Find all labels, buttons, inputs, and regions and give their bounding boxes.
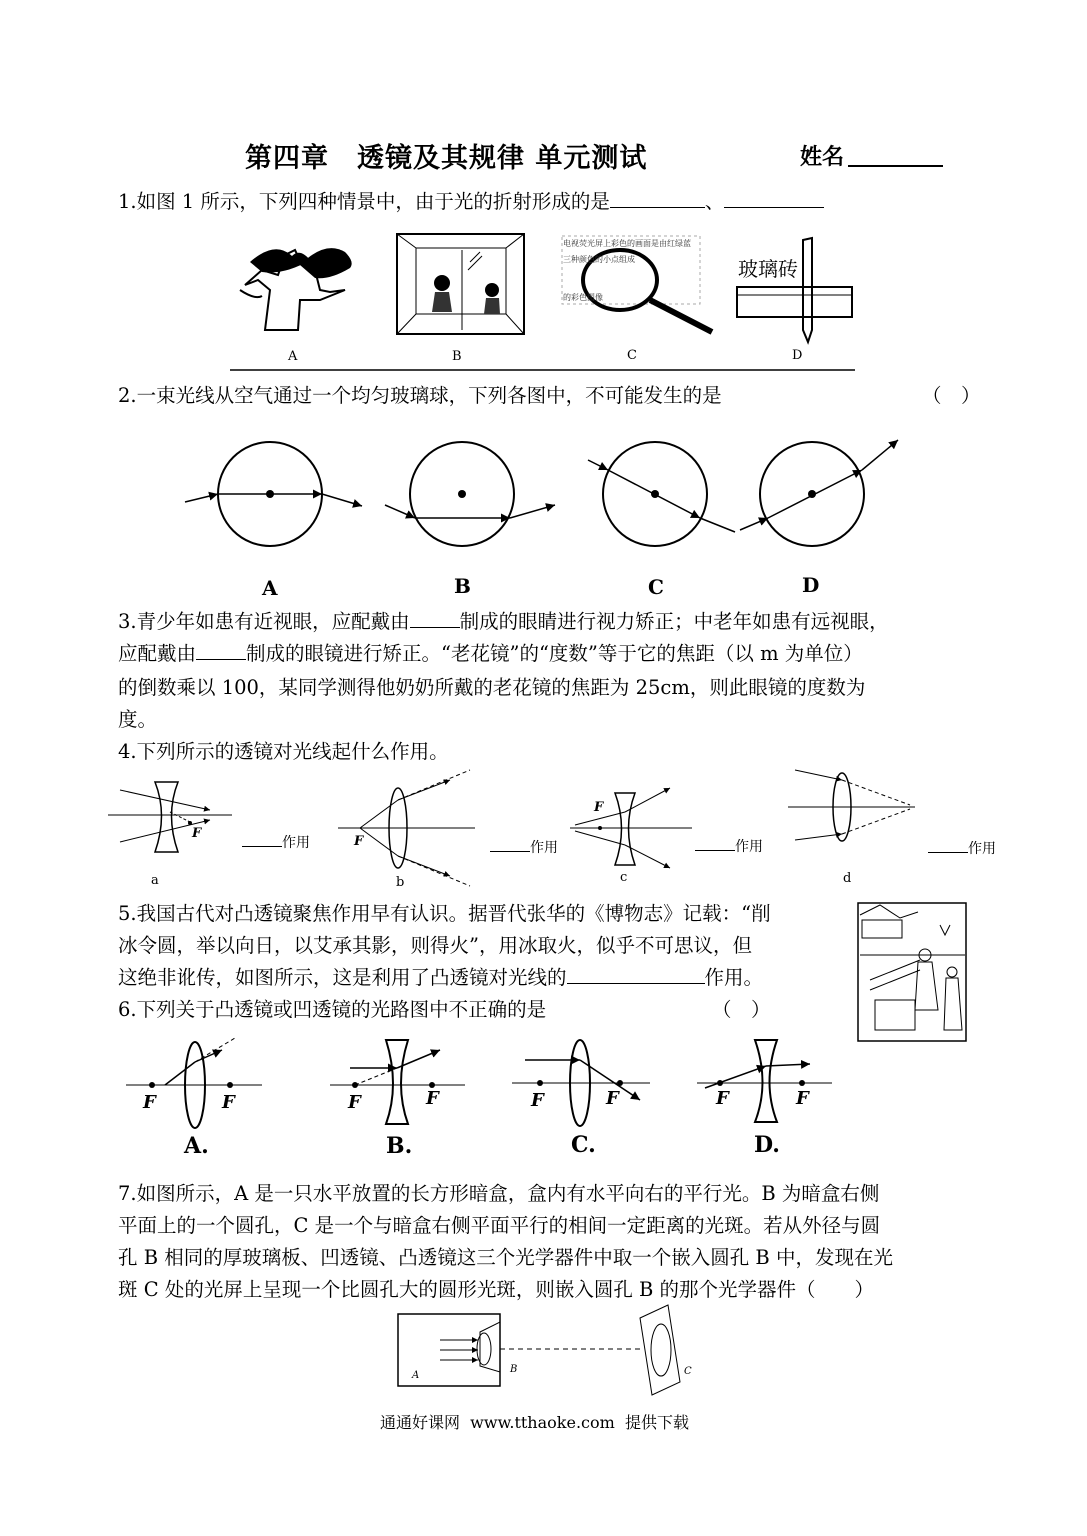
question-7-line-4: 斑 C 处的光屏上呈现一个比圆孔大的圆形光斑，则嵌入圆孔 B 的那个光学器件（ ） <box>118 1278 875 1301</box>
q1-label-a: A <box>288 349 298 364</box>
glass-brick-label: 玻璃砖 <box>738 257 798 281</box>
q4-label-d: d <box>843 871 852 886</box>
q4c-answer <box>695 836 763 856</box>
svg-text:的彩色图像: 的彩色图像 <box>563 293 603 302</box>
page-title: 第四章 透镜及其规律 单元测试 <box>245 143 648 174</box>
question-1-separator: 、 <box>704 190 725 213</box>
q4-figure-c <box>570 788 692 868</box>
question-3-line-3: 的倒数乘以 100，某同学测得他奶奶所戴的老花镜的焦距为 25cm，则此眼镜的度数为 <box>118 676 866 699</box>
question-7-line-3: 孔 B 相同的厚玻璃板、凹透镜、凸透镜这三个光学器件中取一个嵌入圆孔 B 中，发现在光 <box>118 1246 893 1269</box>
q2-label-d: D <box>802 573 820 597</box>
question-7-line-2: 平面上的一个圆孔，C 是一个与暗盒右侧平面平行的相间一定距离的光斑。若从外径与圆 <box>118 1214 881 1237</box>
q4c-focus-label: F <box>594 800 604 815</box>
question-3-line-4: 度。 <box>118 708 158 731</box>
q3-text-1b: 制成的眼睛进行视力矫正；中老年如患有远视眼， <box>459 610 889 633</box>
question-7-line-1: 7.如图所示，A 是一只水平放置的长方形暗盒，盒内有水平向右的平行光。B 为暗盒右侧 <box>118 1182 880 1205</box>
q6-figure-c <box>512 1040 650 1126</box>
q2-label-b: B <box>454 574 471 598</box>
q1-label-d: D <box>792 348 803 363</box>
q6b-focus-left: F <box>348 1092 361 1113</box>
q4c-effect-label: 作用 <box>735 839 763 855</box>
q2-figure-a <box>185 442 362 546</box>
q6d-focus-right: F <box>796 1088 809 1109</box>
q7-label-a: A <box>412 1370 420 1381</box>
q2-figure-c <box>588 442 735 546</box>
q4b-effect-label: 作用 <box>530 840 558 856</box>
q1-figure-c-magnifier <box>562 236 712 332</box>
question-2-answer-paren[interactable]: （ ） <box>922 384 981 407</box>
question-6-answer-paren[interactable]: （ ） <box>712 998 771 1021</box>
q3-text-1a: 3.青少年如患有近视眼，应配戴由 <box>118 610 410 633</box>
question-2-text: 2.一束光线从空气通过一个均匀玻璃球，下列各图中，不可能发生的是 <box>118 384 722 407</box>
q2-label-c: C <box>648 575 664 599</box>
q6c-focus-right: F <box>606 1088 619 1109</box>
q6-label-d: D. <box>754 1132 780 1158</box>
q4d-effect-label: 作用 <box>968 841 996 857</box>
question-1-text: 1.如图 1 所示，下列四种情景中，由于光的折射形成的是 <box>118 190 610 213</box>
question-3-line-2 <box>118 638 863 670</box>
q6a-focus-right: F <box>222 1092 235 1113</box>
q1-figure-d-glass-brick <box>737 238 852 342</box>
q4d-answer <box>928 838 996 858</box>
q4-label-b: b <box>396 875 405 890</box>
svg-text:三种颜色的小点组成: 三种颜色的小点组成 <box>563 255 635 264</box>
q4-label-c: c <box>620 870 628 885</box>
question-5-line-2: 冰令圆，举以向日，以艾承其影，则得火”，用冰取火，似乎不可思议，但 <box>118 934 752 957</box>
q3-text-2a: 应配戴由 <box>118 642 197 665</box>
question-3-blank-1[interactable] <box>410 607 460 628</box>
q3-text-2b: 制成的眼镜进行矫正。“老花镜”的“度数”等于它的焦距（以 m 为单位） <box>246 642 863 665</box>
q4b-blank[interactable] <box>490 837 530 852</box>
q1-figure-a-shadow-birds <box>240 248 352 330</box>
q6-label-a: A. <box>184 1133 209 1159</box>
q6b-focus-right: F <box>426 1088 439 1109</box>
q6a-focus-left: F <box>143 1092 156 1113</box>
question-3-line-1 <box>118 606 889 638</box>
question-4-text: 4.下列所示的透镜对光线起什么作用。 <box>118 740 449 763</box>
q6d-focus-left: F <box>716 1088 729 1109</box>
q7-label-c: C <box>684 1366 692 1377</box>
q4-figure-a <box>108 782 232 852</box>
q5-text-3a: 这绝非讹传，如图所示，这是利用了凸透镜对光线的 <box>118 966 567 989</box>
q7-figure <box>398 1305 680 1395</box>
question-5-line-1: 5.我国古代对凸透镜聚焦作用早有认识。据晋代张华的《博物志》记载：“削 <box>118 902 771 925</box>
q4b-focus-label: F <box>354 834 364 849</box>
q4-figure-b <box>338 770 475 886</box>
q5-illustration <box>858 903 966 1041</box>
q7-label-b: B <box>510 1364 518 1375</box>
q1-figure-b-mirror-room <box>397 234 524 334</box>
footer-text: 通通好课网 www.tthaoke.com 提供下载 <box>380 1413 689 1432</box>
question-5-line-3 <box>118 962 763 994</box>
q4a-answer <box>242 832 310 852</box>
q4-figure-d <box>788 770 915 841</box>
q2-figure-b <box>385 442 555 546</box>
q6-figure-d <box>697 1040 832 1122</box>
q6-label-c: C. <box>571 1132 596 1158</box>
name-label: 姓名 <box>800 144 845 170</box>
q4d-blank[interactable] <box>928 838 968 853</box>
q4-label-a: a <box>151 873 159 888</box>
q2-figure-d <box>740 440 898 546</box>
question-6-text: 6.下列关于凸透镜或凹透镜的光路图中不正确的是 <box>118 998 547 1021</box>
q4c-blank[interactable] <box>695 836 735 851</box>
q6c-focus-left: F <box>531 1090 544 1111</box>
q2-label-a: A <box>262 576 278 600</box>
svg-text:电视荧光屏上彩色的画面是由红绿蓝: 电视荧光屏上彩色的画面是由红绿蓝 <box>563 239 691 248</box>
q1-label-c: C <box>627 348 637 363</box>
q6-label-b: B. <box>386 1133 413 1159</box>
q1-label-b: B <box>452 349 462 364</box>
q6-figure-a <box>126 1038 262 1128</box>
question-5-blank[interactable] <box>567 963 705 984</box>
q5-text-3b: 作用。 <box>704 966 764 989</box>
q4a-effect-label: 作用 <box>282 835 310 851</box>
q4b-answer <box>490 837 558 857</box>
q4a-blank[interactable] <box>242 832 282 847</box>
question-3-blank-2[interactable] <box>196 639 246 660</box>
q4a-focus-label: F <box>192 826 202 841</box>
